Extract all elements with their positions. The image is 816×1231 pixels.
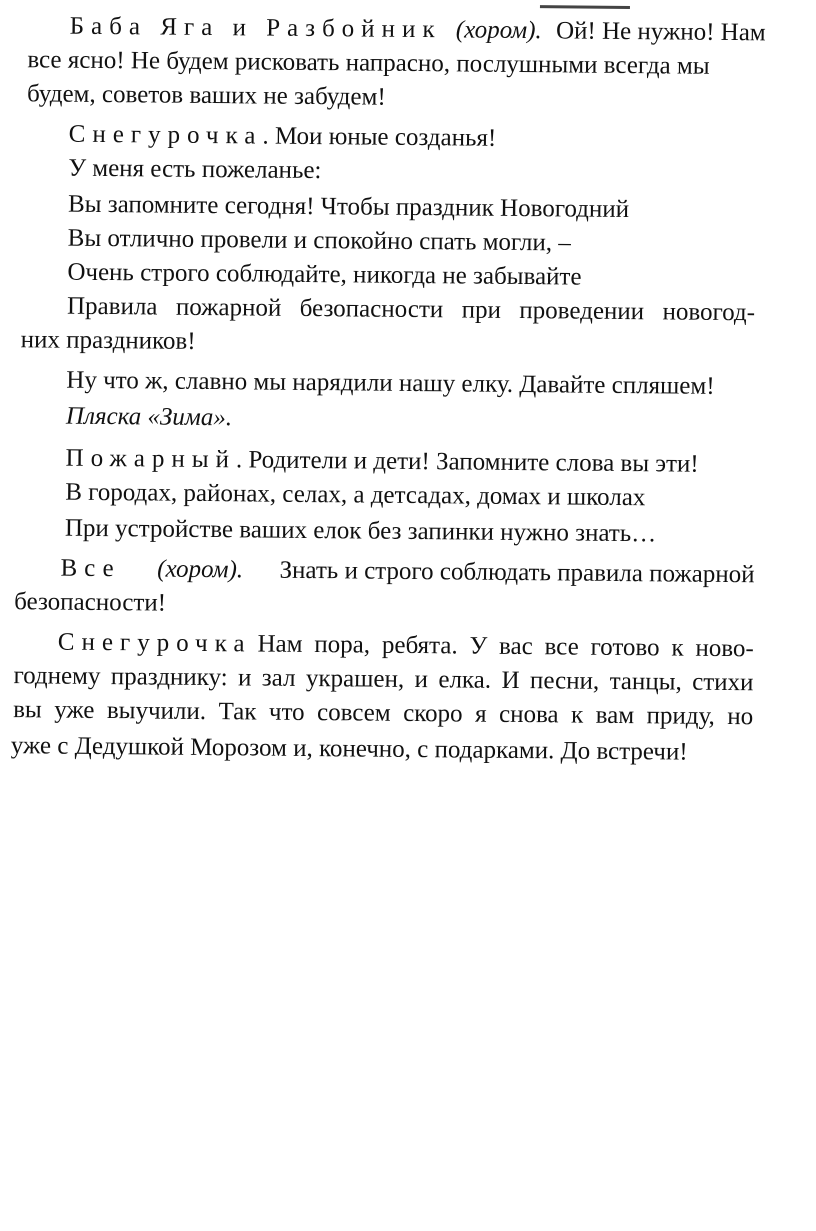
p2-line-2: У меня есть пожеланье: bbox=[68, 154, 322, 185]
p2-line-6: Правила пожарной безопасности при проведении новогод- bbox=[66, 292, 756, 327]
stage-note-2: (хором). bbox=[157, 555, 244, 584]
p5-line-4: уже с Дедушкой Морозом и, конечно, с подарками. До встречи! bbox=[10, 732, 688, 766]
p3-text-1: Родители и дети! Запомните слова вы эти! bbox=[248, 446, 699, 478]
top-edge-mark bbox=[540, 5, 630, 9]
speaker-snegurochka: Снегурочка bbox=[68, 120, 263, 150]
p2-line-3: Вы запомните сегодня! Чтобы праздник Новогодний bbox=[67, 190, 630, 224]
p2-line-4: Вы отлично провели и спокойно спать могли, – bbox=[67, 224, 571, 257]
p2-text-1: Мои юные созданья! bbox=[274, 122, 497, 152]
p4-line-1 bbox=[60, 553, 754, 592]
p2-line-1: Снегурочка. Мои юные созданья! bbox=[68, 120, 497, 152]
speaker-vse: Все bbox=[60, 554, 121, 583]
p5-line-1 bbox=[58, 627, 754, 666]
p4-text-1: Знать и строго соблюдать правила пожарной bbox=[279, 556, 755, 589]
p2-line-5: Очень строго соблюдайте, никогда не забывайте bbox=[67, 258, 582, 291]
p1-line-1 bbox=[70, 11, 766, 50]
p5-line-2: годнему празднику: и зал украшен, и елка. И песни, танцы, стихи bbox=[13, 662, 754, 697]
p1-line-3: будем, советов ваших не забудем! bbox=[26, 80, 386, 111]
p5-text-1: Нам пора, ребята. У вас все готово к ново- bbox=[257, 630, 754, 663]
p5-line-3: вы уже выучили. Так что совсем скоро я снова к вам приду, но bbox=[13, 696, 754, 731]
p3-line-2: В городах, районах, селах, а детсадах, домах и школах bbox=[65, 478, 646, 512]
stage-note: (хором). bbox=[455, 16, 542, 45]
stage-direction-dance: Пляска «Зима». bbox=[65, 402, 233, 432]
p2-line-8: Ну что ж, славно мы нарядили нашу елку. Давайте спляшем! bbox=[66, 366, 715, 400]
speaker-baba-yaga: Баба Яга и Разбойник bbox=[69, 12, 442, 44]
p2-line-7: них праздников! bbox=[20, 326, 196, 355]
p3-line-1: Пожарный. Родители и дети! Запомните слова вы эти! bbox=[65, 444, 699, 478]
speaker-pozharny: Пожарный bbox=[65, 444, 237, 474]
p4-line-2: безопасности! bbox=[14, 588, 167, 617]
speaker-snegurochka-2: Снегурочка bbox=[57, 628, 252, 658]
p3-line-3: При устройстве ваших елок без запинки нужно знать… bbox=[64, 514, 657, 548]
p1-line-2: все ясно! Не будем рисковать напрасно, послушными всегда мы bbox=[27, 46, 710, 80]
p1-text-1: Ой! Не нужно! Нам bbox=[555, 17, 766, 47]
